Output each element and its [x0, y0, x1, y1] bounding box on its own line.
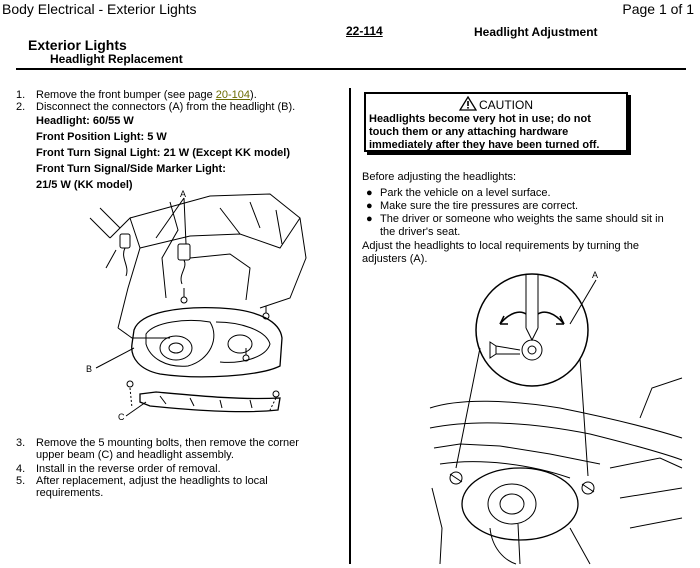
manual-page-number: 22-114: [346, 24, 383, 38]
header-rule: [16, 68, 686, 70]
screwdriver-shaft: [526, 274, 538, 340]
connector-right: [178, 244, 190, 260]
adjust-instruction-line-2: adjusters (A).: [362, 253, 428, 265]
adjust-instruction-line-1: Adjust the headlights to local requirements by turning the: [362, 240, 639, 252]
section-subtitle: Headlight Replacement: [50, 52, 183, 66]
caution-heading: [366, 96, 626, 112]
warning-triangle-icon: [459, 96, 477, 111]
step-4-text: Install in the reverse order of removal.: [36, 463, 221, 475]
figure-label-b: B: [86, 364, 93, 374]
bullet-item: [366, 213, 688, 239]
step-3-line-1: Remove the 5 mounting bolts, then remove the corner: [36, 437, 299, 449]
headlight-replacement-figure: [70, 188, 330, 432]
body-frame-outline: [130, 194, 306, 308]
step-4: [16, 463, 346, 475]
step-3-number: 3.: [16, 437, 26, 449]
caution-line-2: touch them or any attaching hardware: [369, 126, 569, 138]
spec-turn-signal: Front Turn Signal Light: 21 W (Except KK model): [36, 147, 291, 159]
step-5-number: 5.: [16, 475, 26, 487]
column-divider: [349, 88, 351, 564]
step-1: [16, 89, 346, 101]
bullet-item: [366, 187, 686, 200]
caution-line-3: immediately after they have been turned off.: [369, 139, 600, 151]
label-c-leader: [126, 402, 146, 416]
caution-line-1: Headlights become very hot in use; do not: [369, 113, 591, 125]
mounting-bolt: [181, 297, 187, 303]
figure-label-a: A: [180, 189, 187, 199]
step-4-number: 4.: [16, 463, 26, 475]
mounting-bolt: [127, 381, 133, 387]
adjuster-gear: [522, 340, 542, 360]
section-title: Exterior Lights: [28, 37, 127, 53]
caution-box: [364, 92, 628, 152]
headlight-adjuster-figure: [420, 268, 692, 566]
bullet-item: [366, 200, 686, 213]
bullet-text-continued: the driver's seat.: [380, 226, 461, 238]
step-1-end: ).: [250, 89, 257, 101]
bullet-text: Make sure the tire pressures are correct.: [380, 200, 579, 212]
detail-zoom-circle: [476, 274, 588, 386]
bullet-text: Park the vehicle on a level surface.: [380, 187, 551, 199]
adjust-intro: Before adjusting the headlights:: [362, 171, 517, 183]
bullet-text: The driver or someone who weights the same should sit in: [380, 213, 664, 225]
spec-kk-model: 21/5 W (KK model): [36, 179, 133, 191]
step-1-body: Remove the front bumper (see page: [36, 89, 216, 101]
label-b-leader: [96, 348, 134, 368]
step-5-line-2: requirements.: [36, 487, 104, 499]
step-2-text: Disconnect the connectors (A) from the headlight (B).: [36, 101, 296, 113]
caution-text: [369, 113, 599, 152]
step-5: [16, 475, 346, 499]
bullet-dot: ●: [366, 213, 373, 225]
spec-side-marker: Front Turn Signal/Side Marker Light:: [36, 163, 226, 175]
step-1-text: [36, 89, 257, 101]
corner-upper-beam: [140, 392, 280, 412]
spec-headlight: Headlight: 60/55 W: [36, 115, 134, 127]
page-indicator: Page 1 of 1: [622, 1, 694, 17]
document-title: Body Electrical - Exterior Lights: [2, 1, 197, 17]
caution-heading-text: CAUTION: [479, 98, 533, 112]
step-2-number: 2.: [16, 101, 26, 113]
step-2: [16, 101, 346, 113]
headlight-unit: [462, 468, 578, 540]
figure-label-a: A: [592, 270, 599, 280]
spec-position-light: Front Position Light: 5 W: [36, 131, 167, 143]
step-3: [16, 437, 346, 461]
step-5-line-1: After replacement, adjust the headlights to local: [36, 475, 268, 487]
headlight-housing: [132, 308, 282, 377]
bullet-dot: ●: [366, 200, 373, 212]
figure-label-c: C: [118, 412, 125, 422]
mounting-bolt: [273, 391, 279, 397]
bullet-dot: ●: [366, 187, 373, 199]
section-heading-right: Headlight Adjustment: [474, 25, 598, 39]
page-link-20-104[interactable]: 20-104: [215, 89, 251, 101]
label-a-leader: [570, 280, 596, 324]
step-1-number: 1.: [16, 89, 26, 101]
connector-left: [120, 234, 130, 248]
step-3-line-2: upper beam (C) and headlight assembly.: [36, 449, 234, 461]
